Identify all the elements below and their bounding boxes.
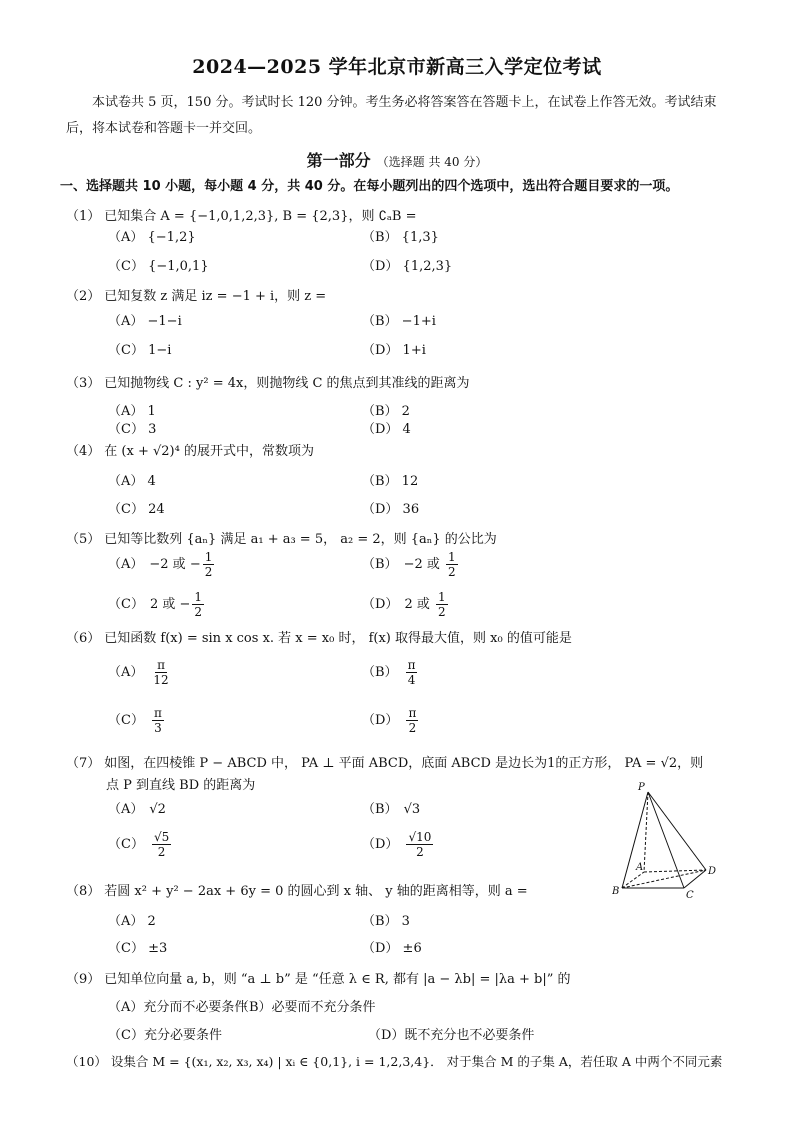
option-d: （D） ±6: [362, 941, 422, 956]
vertex-label-d: D: [708, 866, 717, 877]
fraction: [152, 830, 171, 859]
option-a: [108, 550, 216, 579]
question-stem: 如图，在四棱锥 P − ABCD 中， PA ⊥ 平面 ABCD，底面 ABCD 是边长为1的正方形， PA = √2，则: [104, 756, 704, 771]
option-d: [362, 590, 450, 619]
option-c: （C） 3: [108, 422, 157, 437]
option-b: [362, 798, 420, 817]
exam-instructions: 本试卷共 5 页，150 分。考试时长 120 分钟。考生务必将答案答在答题卡上，在试卷上作答无效。考试结束后，将本试卷和答题卡一并交回。: [66, 95, 717, 136]
option-a: （A） 2: [108, 914, 156, 929]
question-7-stem-continued: 点 P 到直线 BD 的距离为: [106, 778, 256, 793]
question-stem: 若圆 x² + y² − 2ax + 6y = 0 的圆心到 x 轴、 y 轴的距离相等，则 a =: [104, 884, 528, 899]
fraction: [406, 830, 433, 859]
option-c: [108, 590, 206, 619]
numerator: π: [408, 706, 417, 720]
fraction: [446, 550, 458, 579]
option-label: （B）: [362, 557, 398, 572]
option-label: （B）: [362, 802, 398, 817]
numerator: √5: [153, 830, 170, 844]
vertex-label-b: B: [612, 886, 620, 897]
option-label: （C）: [108, 837, 144, 852]
option-label: （D）: [362, 597, 399, 612]
option-label: （D）: [362, 713, 399, 728]
option-b: （B） {1,3}: [362, 230, 439, 245]
option-c: （C） 1−i: [108, 343, 172, 358]
fraction: [406, 658, 418, 687]
question-number: （5）: [66, 532, 101, 547]
option-label: （A）: [108, 557, 144, 572]
option-label: （C）: [108, 597, 144, 612]
option-label: （D）: [362, 837, 399, 852]
question-number: （6）: [66, 631, 101, 646]
question-stem: 在 (x + √2)⁴ 的展开式中，常数项为: [104, 444, 314, 459]
question-2: [66, 285, 716, 304]
part-title: 第一部分: [306, 151, 371, 170]
option-b: （B） 3: [362, 914, 410, 929]
option-d: （D） 36: [362, 502, 420, 517]
option-d: [362, 830, 435, 859]
option-b: （B） 12: [362, 474, 419, 489]
numerator: π: [157, 658, 165, 672]
numerator: π: [407, 658, 416, 672]
numerator: 1: [448, 550, 456, 564]
option-label: （B）: [362, 665, 398, 680]
fraction: [406, 706, 418, 735]
option-a: （A） 4: [108, 474, 156, 489]
numerator: 1: [194, 590, 203, 604]
option-a: （A）充分而不必要条件: [108, 1000, 248, 1015]
option-d: [362, 706, 420, 735]
question-5: [66, 528, 716, 547]
question-number: （8）: [66, 884, 101, 899]
option-d: （D） {1,2,3}: [362, 259, 453, 274]
option-label: （A）: [108, 665, 144, 680]
option-prefix: −2 或 −: [149, 557, 201, 572]
vertex-label-p: P: [638, 782, 645, 793]
vertex-label-c: C: [686, 890, 694, 900]
denominator: 2: [157, 845, 166, 859]
question-10: [66, 1052, 756, 1070]
option-b: （B） 2: [362, 404, 410, 419]
question-number: （7）: [66, 756, 101, 771]
option-c: [108, 830, 173, 859]
edge-pd: [648, 792, 706, 870]
denominator: 2: [204, 565, 213, 579]
denominator: 2: [448, 565, 456, 579]
question-4: [66, 440, 716, 459]
denominator: 2: [408, 721, 417, 735]
question-number: （2）: [66, 289, 101, 304]
option-b: （B）必要而不充分条件: [236, 1000, 376, 1015]
option-b: （B） −1+i: [362, 314, 436, 329]
fraction: [203, 550, 215, 579]
option-value: √2: [149, 802, 166, 817]
fraction: [436, 590, 448, 619]
option-prefix: 2 或 −: [149, 597, 191, 612]
fraction: [152, 706, 164, 735]
option-c: （C） 24: [108, 502, 165, 517]
numerator: 1: [204, 550, 213, 564]
option-c: （C）充分必要条件: [108, 1028, 222, 1043]
section-instructions: 一、选择题共 10 小题，每小题 4 分，共 40 分。在每小题列出的四个选项中，选出符合题目要求的一项。: [60, 179, 679, 194]
option-c: （C） {−1,0,1}: [108, 259, 209, 274]
option-d: （D）既不充分也不必要条件: [368, 1028, 535, 1043]
question-number: （9）: [66, 972, 101, 987]
denominator: 2: [437, 605, 446, 619]
part-subtitle: （选择题 共 40 分）: [376, 155, 488, 169]
part-heading: [0, 148, 794, 171]
option-c: [108, 706, 166, 735]
option-d: （D） 1+i: [362, 343, 426, 358]
fraction: [192, 590, 204, 619]
question-3: [66, 372, 716, 391]
edge-pb: [622, 792, 648, 888]
fraction: [151, 658, 170, 687]
denominator: 3: [154, 721, 162, 735]
question-stem: 已知复数 z 满足 iz = −1 + i，则 z =: [104, 289, 327, 304]
question-7: [66, 752, 736, 771]
exam-title: 2024—2025 学年北京市新高三入学定位考试: [192, 56, 602, 78]
denominator: 2: [416, 845, 424, 859]
option-prefix: −2 或: [403, 557, 444, 572]
option-a: （A） {−1,2}: [108, 230, 196, 245]
option-a: （A） 1: [108, 404, 156, 419]
option-value: √3: [403, 802, 421, 817]
question-8: [66, 880, 716, 899]
option-d: （D） 4: [362, 422, 411, 437]
option-label: （C）: [108, 713, 144, 728]
question-stem: 已知集合 A = {−1,0,1,2,3}, B = {2,3}，则 ∁ₐB =: [104, 209, 417, 224]
edge-pc: [648, 792, 684, 888]
question-number: （1）: [66, 209, 101, 224]
question-stem: 已知单位向量 a, b，则 “a ⊥ b” 是 “任意 λ ∈ R, 都有 |a − λb| = |λa + b|” 的: [104, 972, 571, 987]
question-stem: 已知函数 f(x) = sin x cos x. 若 x = x₀ 时， f(x) 取得最大值，则 x₀ 的值可能是: [104, 631, 572, 646]
question-stem: 已知抛物线 C : y² = 4x，则抛物线 C 的焦点到其准线的距离为: [104, 376, 470, 391]
option-a: [108, 798, 166, 817]
option-a: [108, 658, 173, 687]
question-stem: 设集合 M = {(x₁, x₂, x₃, x₄) | xᵢ ∈ {0,1}, i = 1,2,3,4}． 对于集合 M 的子集 A，若任取 A 中两个不同元素: [110, 1054, 723, 1069]
denominator: 4: [407, 673, 416, 687]
question-number: （3）: [66, 376, 101, 391]
question-number: （4）: [66, 444, 101, 459]
question-9: [66, 968, 746, 987]
question-stem: 已知等比数列 {aₙ} 满足 a₁ + a₃ = 5， a₂ = 2，则 {aₙ} 的公比为: [104, 532, 497, 547]
option-b: [362, 658, 419, 687]
question-6: [66, 627, 716, 646]
option-a: （A） −1−i: [108, 314, 182, 329]
question-1: [66, 205, 716, 224]
question-number: （10）: [66, 1054, 107, 1069]
option-prefix: 2 或: [404, 597, 434, 612]
denominator: 12: [153, 673, 169, 687]
vertex-label-a: A: [636, 862, 644, 873]
option-label: （A）: [108, 802, 144, 817]
numerator: π: [153, 706, 162, 720]
option-c: （C） ±3: [108, 941, 168, 956]
numerator: 1: [437, 590, 446, 604]
option-b: [362, 550, 460, 579]
denominator: 2: [194, 605, 203, 619]
numerator: √10: [408, 830, 432, 844]
